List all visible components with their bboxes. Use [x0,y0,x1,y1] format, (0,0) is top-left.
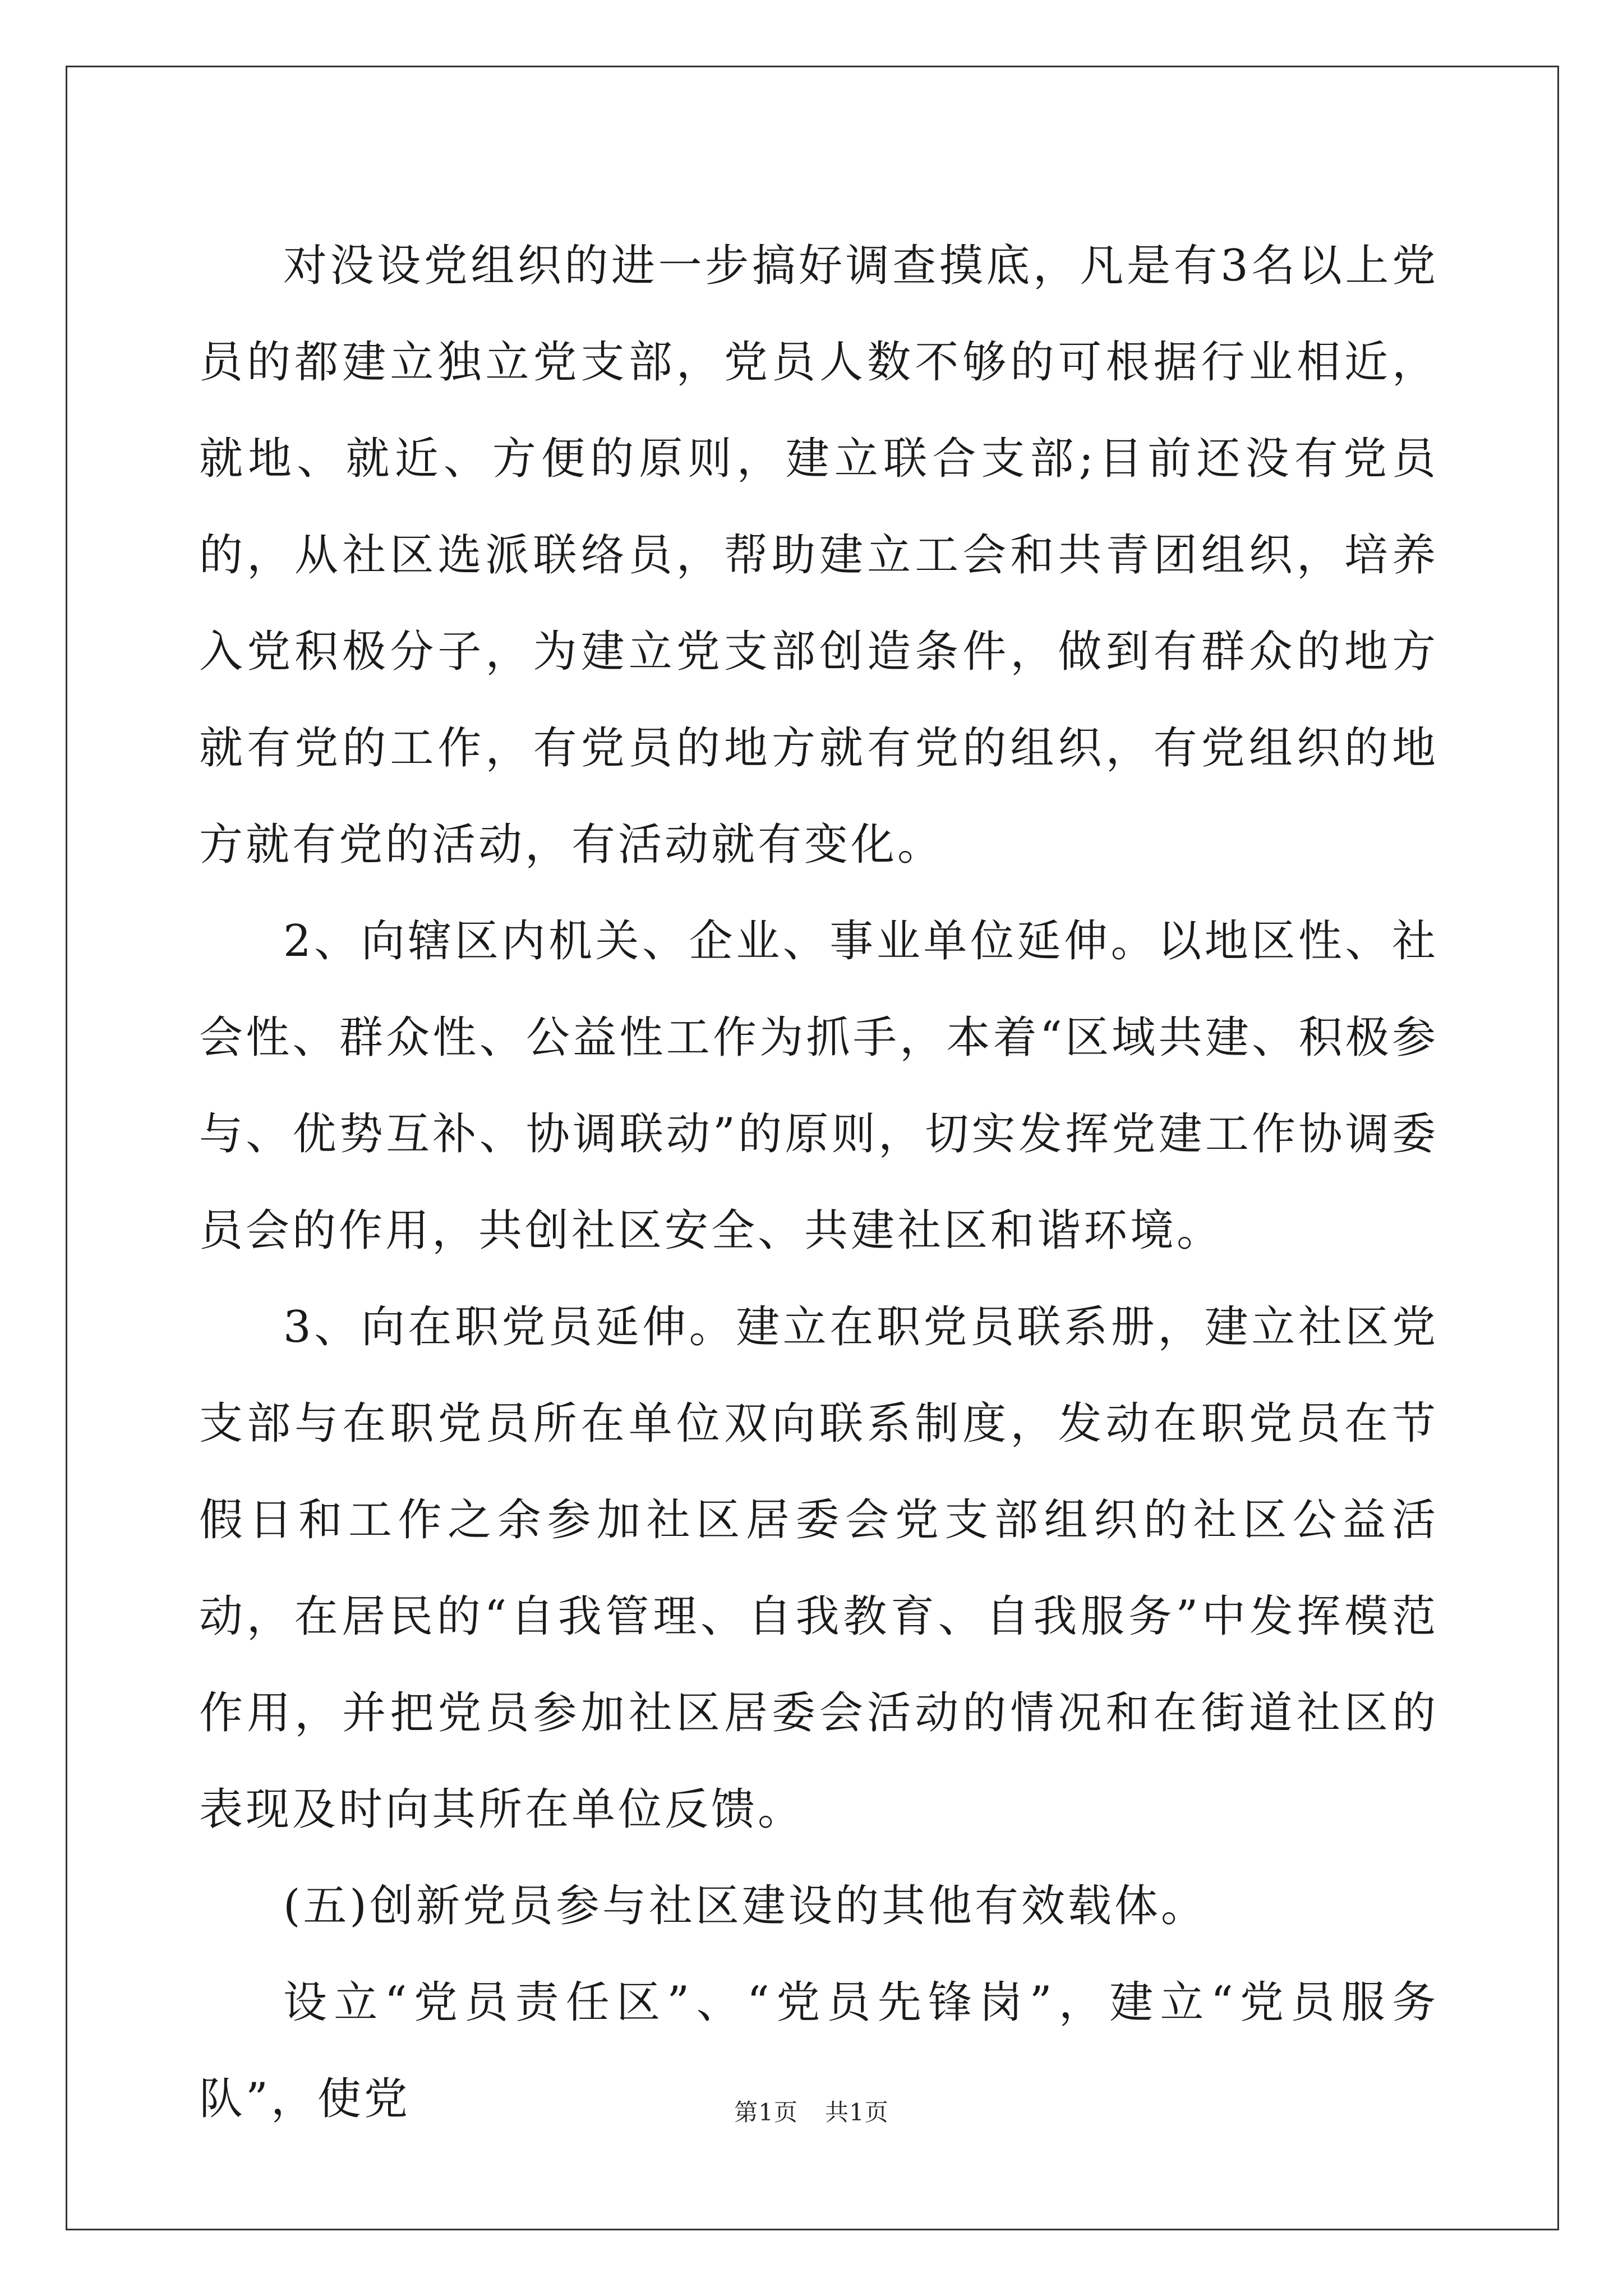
document-body [199,218,1438,2147]
paragraph-1: 对没设党组织的进一步搞好调查摸底，凡是有3名以上党员的都建立独立党支部，党员人数不够的可根据行业相近，就地、就近、方便的原则，建立联合支部;目前还没有党员的，从社区选派联络员，帮助建立工会和共青团组织，培养入党积极分子，为建立党支部创造条件，做到有群众的地方就有党的工作，有党员的地方就有党的组织，有党组织的地方就有党的活动，有活动就有变化。 [199,241,1438,870]
paragraph-2: 2、向辖区内机关、企业、事业单位延伸。以地区性、社会性、群众性、公益性工作为抓手，本着“区域共建、积极参与、优势互补、协调联动”的原则，切实发挥党建工作协调委员会的作用，共创社区安全、共建社区和谐环境。 [199,916,1438,1256]
paragraph-5: 设立“党员责任区”、“党员先锋岗”，建立“党员服务队”，使党 [199,1977,1438,2124]
page-total: 共1页 [825,2099,889,2126]
page-footer [0,2094,1623,2128]
page-number: 第1页 [734,2099,798,2126]
paragraph-4: (五)创新党员参与社区建设的其他有效载体。 [283,1881,1207,1931]
paragraph-3: 3、向在职党员延伸。建立在职党员联系册，建立社区党支部与在职党员所在单位双向联系制度，发动在职党员在节假日和工作之余参加社区居委会党支部组织的社区公益活动，在居民的“自我管理、自我教育、自我服务”中发挥模范作用，并把党员参加社区居委会活动的情况和在街道社区的表现及时向其所在单位反馈。 [199,1302,1438,1835]
